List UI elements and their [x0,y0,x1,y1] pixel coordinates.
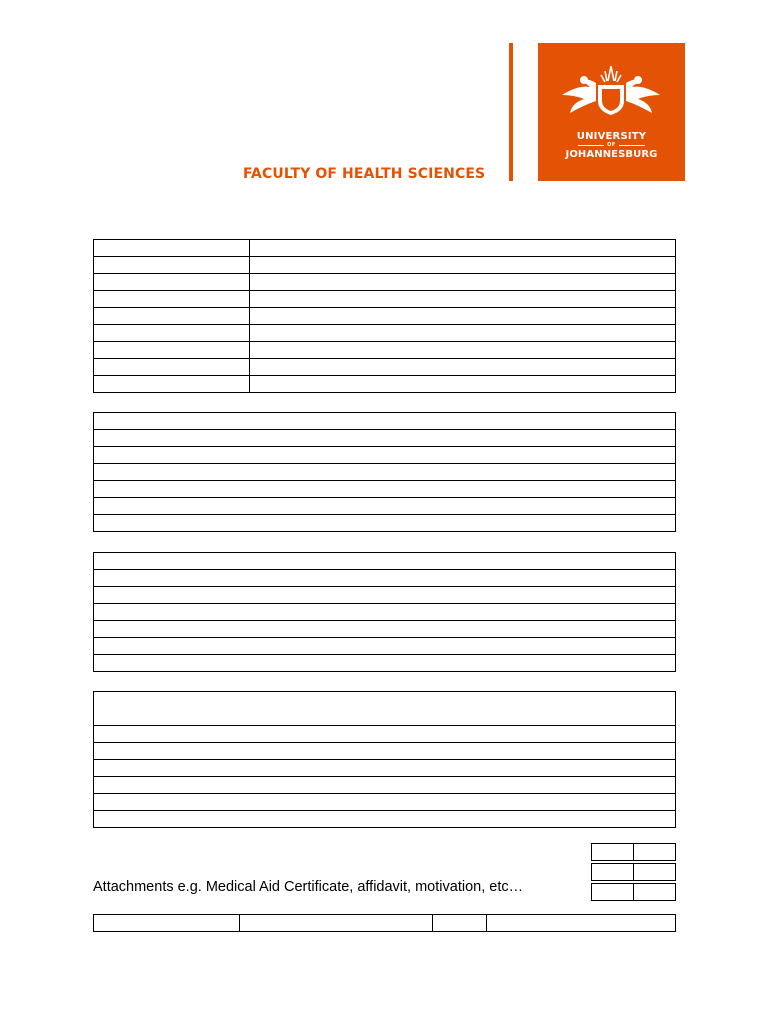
entry-cell[interactable] [94,498,676,515]
table-row [94,413,676,430]
field-value-cell[interactable] [250,291,676,308]
field-label-cell [94,257,250,274]
entry-cell[interactable] [94,794,676,811]
entry-cell[interactable] [94,655,676,672]
table-row [94,760,676,777]
table-row [94,257,676,274]
check-cell[interactable] [634,884,676,901]
field-label-cell [94,291,250,308]
entry-cell[interactable] [94,587,676,604]
entry-cell[interactable] [94,777,676,794]
table-row [94,587,676,604]
entry-cell[interactable] [94,570,676,587]
table-row [94,692,676,726]
signature-table [93,914,676,932]
entry-cell[interactable] [94,515,676,532]
table-row [592,844,676,861]
entry-cell[interactable] [94,621,676,638]
attachment-check-row-1 [591,843,676,861]
entry-cell[interactable] [94,413,676,430]
entry-cell[interactable] [94,743,676,760]
field-value-cell[interactable] [250,308,676,325]
field-value-cell[interactable] [250,274,676,291]
date-label-cell [433,915,487,932]
entry-cell[interactable] [94,447,676,464]
field-value-cell[interactable] [250,240,676,257]
table-row [94,325,676,342]
table-row [94,794,676,811]
entry-cell[interactable] [94,692,676,726]
field-value-cell[interactable] [250,257,676,274]
logo-rule-right [619,145,645,146]
table-row [94,342,676,359]
section-two-table [93,412,676,532]
table-row [94,308,676,325]
entry-cell[interactable] [94,811,676,828]
table-row [94,604,676,621]
entry-cell[interactable] [94,638,676,655]
field-label-cell [94,274,250,291]
attachments-label: Attachments e.g. Medical Aid Certificate, affidavit, motivation, etc… [93,879,524,895]
entry-cell[interactable] [94,553,676,570]
table-row [94,291,676,308]
check-cell[interactable] [592,844,634,861]
check-cell[interactable] [592,884,634,901]
table-row [94,553,676,570]
logo-of-text: OF [607,142,616,148]
entry-cell[interactable] [94,481,676,498]
table-row [94,915,676,932]
section-three-table [93,552,676,672]
table-row [94,240,676,257]
date-value-cell[interactable] [487,915,676,932]
table-row [94,726,676,743]
table-row [94,515,676,532]
table-row [94,447,676,464]
table-row [94,621,676,638]
entry-cell[interactable] [94,726,676,743]
bird-crest-icon [556,63,667,125]
header-divider [509,43,513,181]
table-row [94,274,676,291]
table-row [592,864,676,881]
entry-cell[interactable] [94,760,676,777]
field-label-cell [94,240,250,257]
table-row [94,464,676,481]
table-row [94,655,676,672]
faculty-title: FACULTY OF HEALTH SCIENCES [243,166,486,182]
entry-cell[interactable] [94,464,676,481]
table-row [94,481,676,498]
table-row [94,359,676,376]
student-details-table [93,239,676,393]
check-cell[interactable] [592,864,634,881]
logo-university-text: UNIVERSITY [576,131,647,142]
field-label-cell [94,376,250,393]
field-label-cell [94,359,250,376]
table-row [94,638,676,655]
field-label-cell [94,325,250,342]
table-row [94,743,676,760]
field-label-cell [94,308,250,325]
logo-johannesburg-text: JOHANNESBURG [565,149,658,160]
table-row [592,884,676,901]
table-row [94,430,676,447]
section-four-table [93,691,676,828]
table-row [94,570,676,587]
field-value-cell[interactable] [250,342,676,359]
table-row [94,777,676,794]
entry-cell[interactable] [94,430,676,447]
table-row [94,811,676,828]
signature-value-cell[interactable] [240,915,433,932]
check-cell[interactable] [634,844,676,861]
entry-cell[interactable] [94,604,676,621]
university-logo [538,43,685,181]
field-value-cell[interactable] [250,359,676,376]
table-row [94,498,676,515]
table-row [94,376,676,393]
check-cell[interactable] [634,864,676,881]
attachment-check-row-3 [591,883,676,901]
signature-label-cell [94,915,240,932]
field-label-cell [94,342,250,359]
field-value-cell[interactable] [250,325,676,342]
field-value-cell[interactable] [250,376,676,393]
attachment-check-row-2 [591,863,676,881]
